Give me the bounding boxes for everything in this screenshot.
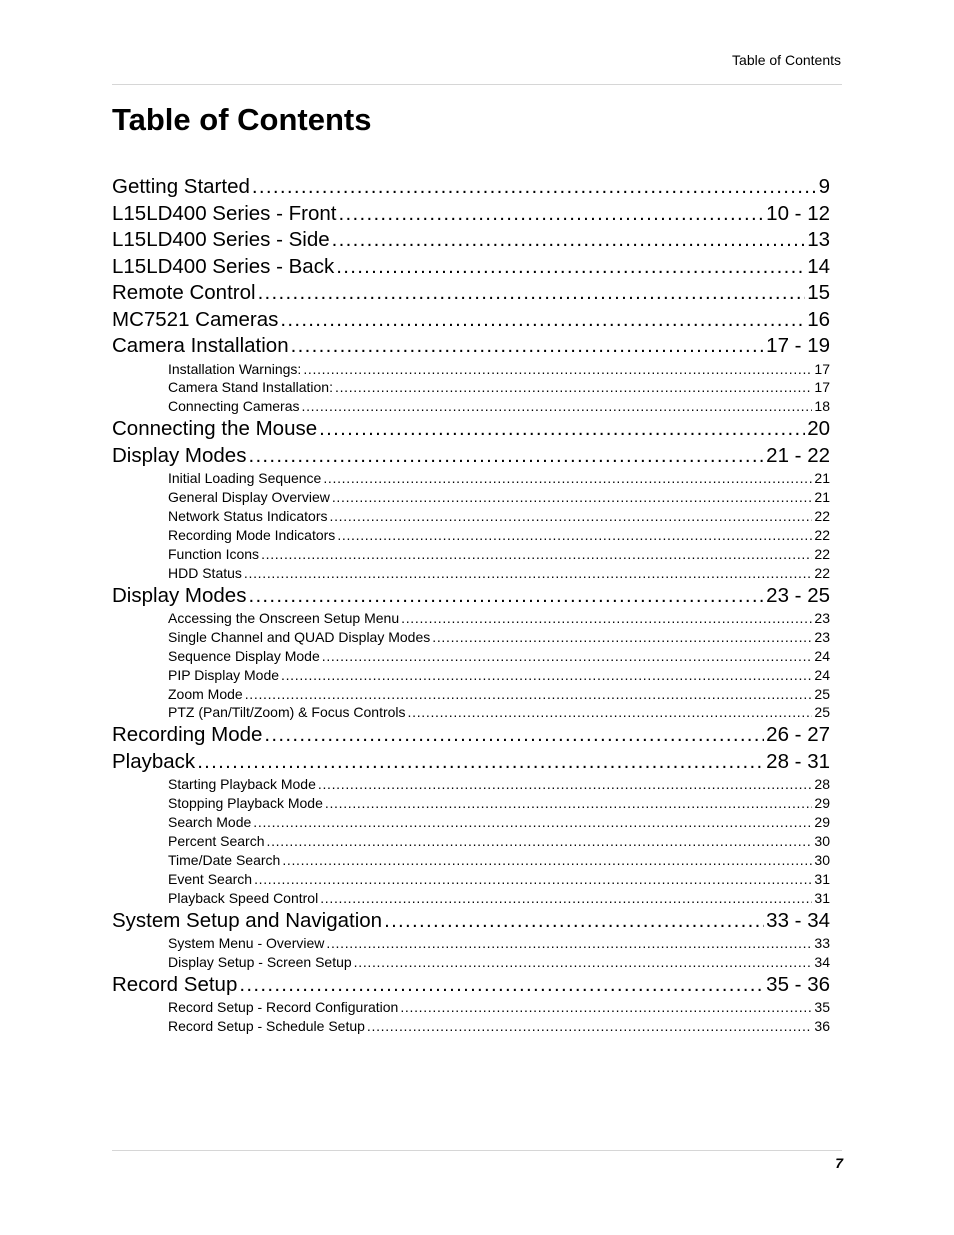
toc-entry-page: 24 (814, 647, 830, 664)
toc-subsection-entry[interactable] (168, 564, 830, 583)
toc-entry-title: HDD Status (168, 564, 242, 581)
toc-section-entry[interactable] (112, 254, 830, 281)
dot-leader (367, 1017, 813, 1036)
toc-subsection-entry[interactable] (168, 526, 830, 545)
toc-entry-page: 35 - 36 (766, 972, 830, 996)
dot-leader (318, 775, 813, 794)
toc-subsection-entry[interactable] (168, 889, 830, 908)
toc-entry-title: L15LD400 Series - Back (112, 254, 335, 278)
dot-leader (432, 628, 812, 647)
dot-leader (401, 609, 812, 628)
dot-leader (245, 685, 813, 704)
toc-subsection-entry[interactable] (168, 813, 830, 832)
toc-entry-page: 21 (814, 489, 830, 506)
toc-entry-title: Playback (112, 749, 196, 773)
toc-subsection-entry[interactable] (168, 545, 830, 564)
toc-subsection-entry[interactable] (168, 397, 830, 416)
toc-entry-page: 22 (814, 564, 830, 581)
dot-leader (400, 998, 812, 1017)
toc-entry-title: Playback Speed Control (168, 889, 319, 906)
toc-entry-page: 22 (814, 507, 830, 524)
toc-entry-title: Display Setup - Screen Setup (168, 953, 352, 970)
page-title: Table of Contents (112, 102, 372, 137)
toc-section-entry[interactable] (112, 174, 830, 201)
toc-subsection-entry[interactable] (168, 488, 830, 507)
toc-subsection-entry[interactable] (168, 666, 830, 685)
toc-section-entry[interactable] (112, 749, 830, 776)
toc-entry-title: Camera Installation (112, 334, 289, 357)
toc-subsection-entry[interactable] (168, 628, 830, 647)
toc-entry-title: Connecting the Mouse (112, 417, 318, 441)
header-rule (112, 84, 842, 85)
dot-leader (248, 583, 764, 610)
toc-entry-page: 22 (814, 545, 830, 562)
toc-section-entry[interactable] (112, 722, 830, 749)
dot-leader (302, 397, 813, 416)
dot-leader (281, 666, 812, 685)
dot-leader (197, 749, 764, 776)
dot-leader (239, 972, 764, 999)
toc-section-entry[interactable] (112, 201, 830, 228)
toc-subsection-entry[interactable] (168, 703, 830, 722)
dot-leader (320, 889, 812, 908)
toc-entry-title: Function Icons (168, 545, 260, 562)
toc-entry-title: Recording Mode (112, 723, 263, 747)
toc-subsection-entry[interactable] (168, 685, 830, 704)
toc-entry-title: Display Modes (112, 583, 247, 607)
toc-entry-title: Stopping Playback Mode (168, 795, 323, 812)
dot-leader (338, 201, 764, 228)
toc-subsection-entry[interactable] (168, 647, 830, 666)
dot-leader (384, 908, 764, 935)
dot-leader (303, 360, 812, 379)
toc-entry-title: L15LD400 Series - Side (112, 228, 330, 251)
toc-entry-title: System Menu - Overview (168, 935, 325, 952)
toc-entry-title: L15LD400 Series - Front (112, 201, 337, 225)
toc-entry-title: Record Setup - Record Configuration (168, 999, 399, 1016)
dot-leader (261, 545, 812, 564)
dot-leader (282, 851, 812, 870)
dot-leader (244, 564, 813, 583)
toc-entry-title: General Display Overview (168, 489, 330, 506)
dot-leader (325, 794, 813, 813)
toc-entry-title: Sequence Display Mode (168, 647, 320, 664)
toc-entry-title: Record Setup (112, 972, 238, 996)
dot-leader (254, 870, 812, 889)
toc-entry-title: Accessing the Onscreen Setup Menu (168, 610, 400, 627)
toc-entry-title: Display Modes (112, 443, 247, 467)
toc-subsection-entry[interactable] (168, 832, 830, 851)
toc-entry-page: 31 (814, 870, 830, 887)
toc-subsection-entry[interactable] (168, 870, 830, 889)
toc-entry-title: Network Status Indicators (168, 507, 328, 524)
toc-entry-page: 15 (807, 281, 830, 304)
dot-leader (267, 832, 813, 851)
toc-entry-page: 31 (814, 889, 830, 906)
dot-leader (326, 934, 812, 953)
toc-entry-page: 30 (814, 851, 830, 868)
toc-entry-page: 25 (814, 685, 830, 702)
dot-leader (252, 174, 817, 201)
toc-entry-title: Event Search (168, 870, 253, 887)
toc-entry-title: Initial Loading Sequence (168, 470, 322, 487)
toc-entry-title: Connecting Cameras (168, 398, 300, 415)
toc-entry-page: 23 (814, 610, 830, 627)
toc-entry-page: 28 - 31 (766, 749, 830, 773)
toc-section-entry[interactable] (112, 416, 830, 443)
dot-leader (354, 953, 813, 972)
dot-leader (332, 488, 813, 507)
toc-entry-title: MC7521 Cameras (112, 307, 279, 331)
dot-leader (253, 813, 812, 832)
toc-entry-title: PIP Display Mode (168, 666, 280, 683)
toc-entry-page: 23 (814, 628, 830, 645)
dot-leader (319, 416, 805, 443)
toc-entry-title: Search Mode (168, 814, 252, 831)
table-of-contents (112, 174, 830, 1036)
toc-entry-title: System Setup and Navigation (112, 908, 383, 932)
toc-subsection-entry[interactable] (168, 953, 830, 972)
toc-entry-page: 29 (814, 814, 830, 831)
toc-entry-page: 24 (814, 666, 830, 683)
toc-entry-title: Getting Started (112, 175, 250, 198)
toc-entry-page: 29 (814, 795, 830, 812)
dot-leader (332, 227, 806, 254)
dot-leader (258, 280, 806, 307)
toc-entry-title: PTZ (Pan/Tilt/Zoom) & Focus Controls (168, 704, 406, 721)
toc-entry-page: 33 - 34 (766, 908, 830, 932)
toc-entry-title: Time/Date Search (168, 851, 281, 868)
toc-entry-title: Record Setup - Schedule Setup (168, 1018, 365, 1035)
running-header: Table of Contents (732, 52, 841, 68)
dot-leader (280, 307, 805, 334)
toc-entry-page: 17 (814, 379, 830, 396)
toc-section-entry[interactable] (112, 333, 830, 360)
toc-entry-page: 21 (814, 470, 830, 487)
toc-entry-page: 28 (814, 776, 830, 793)
toc-entry-page: 17 - 19 (766, 334, 830, 357)
toc-entry-page: 9 (818, 175, 830, 198)
toc-entry-page: 14 (807, 254, 830, 278)
toc-entry-page: 21 - 22 (766, 443, 830, 467)
toc-entry-title: Recording Mode Indicators (168, 526, 336, 543)
dot-leader (337, 526, 812, 545)
toc-entry-page: 16 (807, 307, 830, 331)
toc-entry-title: Percent Search (168, 833, 265, 850)
dot-leader (322, 647, 813, 666)
toc-section-entry[interactable] (112, 227, 830, 254)
toc-entry-title: Installation Warnings: (168, 360, 302, 377)
toc-subsection-entry[interactable] (168, 469, 830, 488)
dot-leader (336, 254, 805, 281)
toc-entry-page: 33 (814, 935, 830, 952)
toc-section-entry[interactable] (112, 307, 830, 334)
toc-subsection-entry[interactable] (168, 378, 830, 397)
dot-leader (248, 443, 764, 470)
toc-entry-page: 10 - 12 (766, 201, 830, 225)
toc-subsection-entry[interactable] (168, 851, 830, 870)
dot-leader (335, 378, 812, 397)
toc-subsection-entry[interactable] (168, 507, 830, 526)
dot-leader (264, 722, 764, 749)
dot-leader (291, 333, 765, 360)
toc-section-entry[interactable] (112, 972, 830, 999)
toc-subsection-entry[interactable] (168, 794, 830, 813)
toc-subsection-entry[interactable] (168, 1017, 830, 1036)
toc-section-entry[interactable] (112, 583, 830, 610)
toc-entry-page: 22 (814, 526, 830, 543)
toc-section-entry[interactable] (112, 908, 830, 935)
toc-entry-page: 36 (814, 1018, 830, 1035)
toc-entry-page: 20 (807, 417, 830, 441)
toc-entry-page: 35 (814, 999, 830, 1016)
toc-entry-page: 26 - 27 (766, 723, 830, 747)
toc-entry-page: 30 (814, 833, 830, 850)
toc-entry-title: Zoom Mode (168, 685, 243, 702)
dot-leader (408, 703, 813, 722)
toc-entry-title: Remote Control (112, 281, 256, 304)
toc-entry-page: 34 (814, 953, 830, 970)
dot-leader (330, 507, 813, 526)
toc-entry-title: Starting Playback Mode (168, 776, 316, 793)
toc-entry-page: 23 - 25 (766, 583, 830, 607)
dot-leader (323, 469, 812, 488)
toc-entry-page: 17 (814, 360, 830, 377)
toc-entry-title: Camera Stand Installation: (168, 379, 333, 396)
toc-section-entry[interactable] (112, 280, 830, 307)
toc-subsection-entry[interactable] (168, 775, 830, 794)
page-number: 7 (835, 1155, 843, 1171)
toc-subsection-entry[interactable] (168, 934, 830, 953)
toc-entry-page: 13 (807, 228, 830, 251)
toc-subsection-entry[interactable] (168, 609, 830, 628)
footer-rule (112, 1150, 842, 1151)
toc-subsection-entry[interactable] (168, 998, 830, 1017)
toc-subsection-entry[interactable] (168, 360, 830, 379)
toc-entry-page: 18 (814, 398, 830, 415)
toc-section-entry[interactable] (112, 443, 830, 470)
toc-entry-page: 25 (814, 704, 830, 721)
toc-entry-title: Single Channel and QUAD Display Modes (168, 628, 431, 645)
